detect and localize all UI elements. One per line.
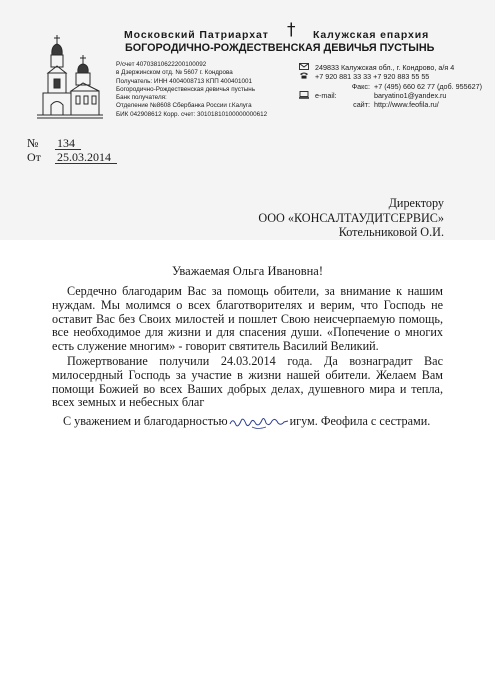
cross-icon: † [287, 20, 296, 40]
bank-line: Отделение №8608 Сбербанка России г.Калуга [116, 102, 252, 110]
number-label: № [27, 136, 39, 150]
bank-line: Богородично-Рождественская девичья пустынь [116, 85, 256, 93]
date-label: От [27, 150, 41, 164]
church-logo [35, 33, 105, 121]
date-value: 25.03.2014 [55, 151, 117, 164]
phone-icon [298, 72, 310, 81]
addressee-company: ООО «КОНСАЛТАУДИТСЕРВИС» [258, 210, 444, 225]
bank-line: в Дзержинском отд. № 5607 г. Кондрова [116, 69, 233, 77]
envelope-icon [298, 63, 310, 72]
closing-line [63, 412, 430, 432]
fax-text: +7 (495) 660 62 77 (доб. 955627) [374, 81, 483, 91]
phones-text: +7 920 881 33 33 +7 920 883 55 55 [315, 72, 430, 82]
signature [228, 412, 290, 432]
addressee-block [258, 196, 444, 240]
number-value: 134 [55, 137, 81, 150]
bank-details [116, 61, 267, 119]
eparchy-name: Калужская епархия [313, 29, 430, 41]
bank-line: Получатель: ИНН 4004008713 КПП 400401001 [116, 77, 253, 85]
closing-text: С уважением и благодарностью [63, 414, 228, 428]
bank-line: БИК 042908612 Корр. счет: 30101810100000000612 [116, 110, 268, 118]
monastery-name: БОГОРОДИЧНО-РОЖДЕСТВЕНСКАЯ ДЕВИЧЬЯ ПУСТЫНЬ [125, 42, 435, 54]
site-link[interactable]: http://www.feofila.ru/ [374, 100, 439, 110]
paragraph: Пожертвование получили 24.03.2014 года. Да вознаградит Вас милосердный Господь за участие в жизни нашей обители. Желаем Вам помощи Божией во всех Ваших добрых делах, душевного мира и тепла, всех земных и небесных благ [52, 353, 443, 410]
bank-line: Р/счет 40703810622200100092 [116, 61, 207, 68]
paragraph: Сердечно благодарим Вас за помощь обители, за внимание к нашим нуждам. Мы молимся о всех благотворителях и верим, что Господь не оставит Вас без Своих милостей и пошлет Свою неисчерпаемую помощь, все необходимое для жизни и для спасения души. «Попечение о многих есть служение многим» - говорит святитель Василий Великий. [52, 284, 443, 354]
addressee-title: Директору [388, 196, 444, 210]
letter-body [52, 285, 443, 410]
site-label: сайт: [353, 100, 370, 110]
closing-signer: игум. Феофила с сестрами. [289, 414, 431, 428]
bank-line: Банк получателя: [116, 94, 167, 102]
address-text: 249833 Калужская обл., г. Кондрово, а/я 4 [315, 63, 455, 72]
salutation: Уважаемая Ольга Ивановна! [171, 264, 324, 278]
email-link[interactable]: baryatino1@yandex.ru [374, 90, 447, 100]
fax-label: Факс: [351, 81, 370, 91]
reference-number [27, 136, 81, 151]
patriarchate-name: Московский Патриархат [124, 29, 269, 41]
addressee-name: Котельниковой О.И. [338, 225, 444, 239]
email-label: e-mail: [315, 90, 337, 100]
reference-date [27, 150, 117, 165]
